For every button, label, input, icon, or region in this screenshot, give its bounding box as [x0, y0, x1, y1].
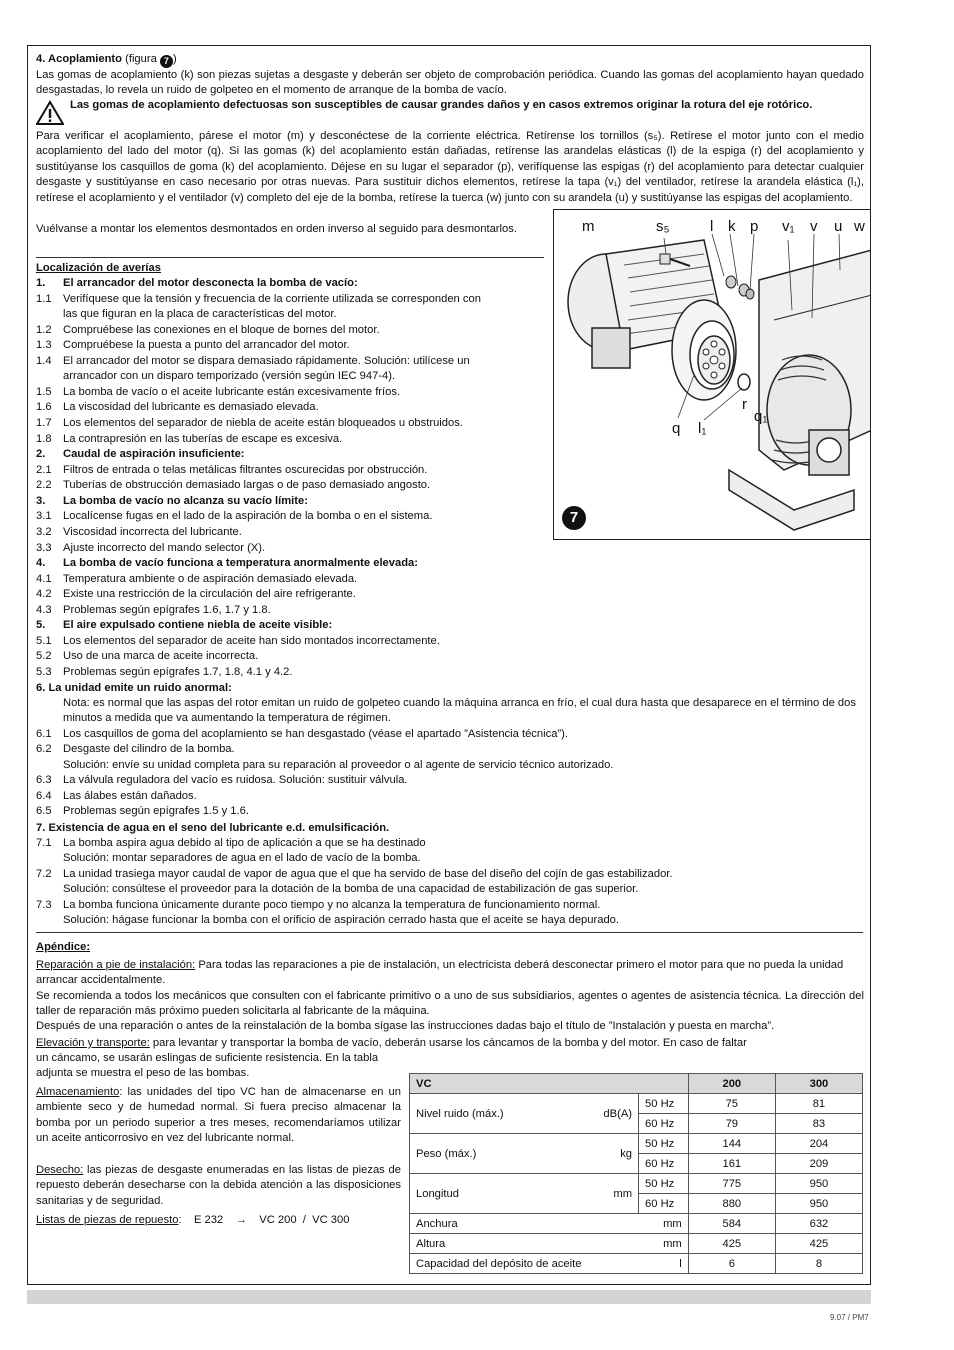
divider: [36, 257, 544, 258]
fault-line: [36, 509, 432, 525]
fault-text: Solución: envíe su unidad completa para su reparación al proveedor o al agente de servicio técnico autorizado.: [63, 758, 614, 771]
fault-line: [36, 851, 421, 867]
fault-number: 1.6: [36, 401, 52, 414]
repair-text: Para todas las reparaciones a pie de instalación, un electricista deberá desconectar primero el motor para que no pueda la unidad arrancar accidentalmente.: [36, 959, 844, 987]
fault-line: [36, 541, 265, 557]
fault-text: La contrapresión en las tuberías de escape es excesiva.: [63, 432, 343, 445]
figure-ref-suffix: ): [172, 53, 177, 65]
row-label: Nivel ruido (máx.): [410, 1094, 588, 1134]
fault-number: 5.: [36, 619, 46, 632]
fault-number: 4.1: [36, 572, 52, 585]
fault-text: Existe una restricción de la circulación del aire refrigerante.: [63, 588, 356, 601]
storage-paragraph: [36, 1085, 401, 1147]
fault-line: [36, 758, 613, 774]
fault-line: [36, 463, 427, 479]
fault-number: 5.3: [36, 666, 52, 678]
table-row: [410, 1254, 863, 1274]
fault-number: 1.8: [36, 432, 52, 445]
fault-line: [36, 447, 245, 463]
fault-line: [36, 603, 271, 619]
figure-7-coupling-diagram: [553, 209, 871, 540]
value-300: 83: [775, 1114, 862, 1134]
fault-text: Desgaste del cilindro de la bomba.: [63, 743, 235, 756]
storage-text: : las unidades del tipo VC han de almacenarse en un ambiente seco y de humedad normal. Si fuera preciso almacenar la bomba por un periodo superior a tres meses, recomendaríamos utilizar un aceite anticorrosivo en vez del lubricante normal.: [36, 1086, 401, 1145]
lifting-paragraph: [36, 1036, 864, 1051]
fault-line: [36, 432, 342, 448]
fault-line: [36, 882, 638, 898]
fault-line: [36, 556, 418, 572]
fig-label-s5: s₅: [656, 218, 670, 235]
fault-text: La válvula reguladora del vacío es ruidosa. Solución: sustituir válvula.: [63, 774, 408, 787]
fault-line: [36, 494, 308, 510]
after-repair-paragraph: Después de una reparación o antes de la reinstalación de la bomba sígase las instrucciones dadas bajo el título de ”Instalación y puesta en marcha”.: [36, 1020, 775, 1032]
fault-number: 6.3: [36, 774, 52, 787]
fault-text: La bomba funciona únicamente durante poco tiempo y no alcanza la temperatura de funcionamiento normal.: [63, 898, 601, 911]
row-frequency: 50 Hz: [639, 1094, 689, 1114]
fault-number: 1.: [36, 277, 46, 289]
pump-exploded-drawing: [554, 210, 871, 540]
fault-line: [36, 789, 197, 805]
fault-number: 7.2: [36, 867, 52, 880]
value-300: 950: [775, 1174, 862, 1194]
value-200: 75: [688, 1094, 775, 1114]
warning-text: Las gomas de acoplamiento defectuosas son susceptibles de causar grandes daños y en casos extremos originar la rotura del eje rotórico.: [70, 99, 813, 111]
fault-text: El arrancador del motor desconecta la bomba de vacío:: [63, 277, 358, 289]
row-unit: l: [587, 1254, 688, 1274]
reassembly-note: Vuélvanse a montar los elementos desmontados en orden inverso al seguido para desmontarlos.: [36, 223, 517, 235]
fault-number: 1.7: [36, 417, 52, 430]
value-200: 880: [688, 1194, 775, 1214]
section-4-heading: [36, 52, 864, 68]
fault-text: Solución: montar separadores de agua en el lado de vacío de la bomba.: [63, 852, 421, 865]
disposal-text: las piezas de desgaste enumeradas en las listas de piezas de repuesto deberán desecharse con la debida atención a las disposiciones sanitarias y de seguridad.: [36, 1164, 401, 1207]
fault-text: El aire expulsado contiene niebla de aceite visible:: [63, 619, 333, 632]
fault-line: [36, 665, 293, 681]
row-label: Peso (máx.): [410, 1134, 588, 1174]
value-300: 204: [775, 1134, 862, 1154]
fault-number: 2.1: [36, 463, 52, 476]
fault-text: La bomba de vacío funciona a temperatura anormalmente elevada:: [63, 557, 419, 570]
fault-text: Localícense fugas en el lado de la aspiración de la bomba o en el sistema.: [63, 510, 433, 523]
table-row: [410, 1174, 863, 1194]
fault-text: Tuberías de obstrucción demasiado largas o de paso demasiado angosto.: [63, 479, 431, 492]
row-label: Capacidad del depósito de aceite: [410, 1254, 588, 1274]
row-frequency: 50 Hz: [639, 1174, 689, 1194]
row-unit: dB(A): [587, 1094, 638, 1134]
row-unit: kg: [587, 1134, 638, 1174]
footer-code: 9.07 / PM7: [830, 1313, 869, 1322]
fault-number: 1.2: [36, 323, 52, 336]
fault-line: [36, 649, 258, 665]
fault-number: 7.3: [36, 898, 52, 911]
fig-label-v: v: [810, 218, 818, 235]
value-200: 775: [688, 1174, 775, 1194]
value-300: 632: [775, 1214, 862, 1234]
fault-text: Solución: consúltese el proveedor para la dotación de la bomba de una capacidad de estabilización de gas superior.: [63, 883, 639, 896]
fault-number: 7.1: [36, 837, 52, 849]
fault-line: [36, 354, 470, 370]
fault-text: Filtros de entrada o telas metálicas filtrantes oscurecidas por obstrucción.: [63, 463, 428, 476]
fault-number: 6.2: [36, 743, 52, 756]
fault-line: [36, 836, 426, 852]
fault-text: Verifíquese que la tensión y frecuencia de la corriente utilizada se corresponden con: [63, 292, 481, 305]
row-frequency: 60 Hz: [639, 1114, 689, 1134]
fault-text: Compruébese las conexiones en el bloque de bornes del motor.: [63, 323, 380, 336]
table-header-200: 200: [688, 1074, 775, 1094]
fault-number: 3.: [36, 494, 46, 507]
fault-number: 1.1: [36, 292, 52, 305]
fault-line: [36, 307, 337, 323]
fault-text: arrancador con un disparo temporizado (versión según IEC 947-4).: [63, 370, 396, 383]
table-header-row: [410, 1074, 863, 1094]
fault-line: [36, 867, 673, 883]
fault-line: [36, 525, 242, 541]
coupling-procedure: Para verificar el acoplamiento, párese el motor (m) y desconéctese de la corriente eléctrica. Retírense los tornillos (s₅). Retírese el motor junto con el medio acoplamiento del lado del motor (q). Si las gomas (k) del acoplamiento están dañadas, retírense las arandelas elásticas (l) de la espiga (r) del acoplamiento y sustitúyanse los casquillos de goma (k) del acoplamiento. Déjese en su lugar el separador (p), verifíquense las espigas (r) del acoplamiento para detectar cualquier desgaste y sustitúyanse en caso necesario por otras nuevas. Para sustituir dichos elementos, retírese la tapa (v₁) del ventilador, retírese la arandela elástica (l₁), retírese el acoplamiento y el ventilador (v) completo del eje de la bomba, retírese la tuerca (w) junto con su arandela (u) y sustitúyanse las espigas del acoplamiento.: [36, 130, 864, 204]
fault-text: La bomba de vacío o el aceite lubricante están excesivamente fríos.: [63, 385, 401, 398]
fault-number: 6.5: [36, 805, 52, 817]
fault-text: Uso de una marca de aceite incorrecta.: [63, 650, 259, 663]
fault-number: 4.2: [36, 588, 52, 601]
fault-text: El arrancador del motor se dispara demasiado rápidamente. Solución: utilícese un: [63, 354, 470, 367]
value-300: 209: [775, 1154, 862, 1174]
value-200: 144: [688, 1134, 775, 1154]
fault-line: [36, 478, 430, 494]
fault-line: [36, 773, 408, 789]
fault-line: [36, 898, 600, 914]
warning-icon: [36, 100, 64, 126]
fault-text: Los elementos del separador de aceite han sido montados incorrectamente.: [63, 634, 440, 647]
mechanics-paragraph: Se recomienda a todos los mecánicos que consulten con el fabricante primitivo o a uno de sus subsidiarios, agentes o agentes de asistencia técnica. La dirección del taller de reparación más próximo pueden solicitarla al fabricante de la máquina.: [36, 990, 864, 1018]
lifting-continued: un cáncamo, se usarán eslingas de suficiente resistencia. En la tabla adjunta se muestra el peso de las bombas.: [36, 1052, 379, 1080]
value-200: 6: [688, 1254, 775, 1274]
fault-text: Ajuste incorrecto del mando selector (X).: [63, 541, 266, 554]
fault-line: [36, 742, 235, 758]
spare-parts-paragraph: [36, 1213, 401, 1228]
row-label: Anchura: [410, 1214, 588, 1234]
value-300: 8: [775, 1254, 862, 1274]
fig-label-q1: q₁: [754, 408, 768, 425]
value-200: 584: [688, 1214, 775, 1234]
fig-label-r: r: [742, 396, 747, 413]
table-row: [410, 1214, 863, 1234]
divider: [36, 932, 863, 933]
fault-text: Los elementos del separador de niebla de aceite están bloqueados u obstruidos.: [63, 417, 463, 430]
fault-number: 2.2: [36, 479, 52, 492]
fault-text: La bomba aspira agua debido al tipo de aplicación a que se ha destinado: [63, 837, 426, 849]
fig-label-l1: l₁: [698, 420, 707, 437]
fault-line: [36, 416, 463, 432]
spare-parts-text: : E 232 → VC 200 / VC 300: [178, 1214, 350, 1226]
row-unit: mm: [587, 1234, 688, 1254]
figure-ref-prefix: (figura: [125, 53, 160, 65]
row-label: Longitud: [410, 1174, 588, 1214]
faults-title: Localización de averías: [36, 262, 161, 274]
fault-line: [36, 913, 619, 929]
table-row: [410, 1134, 863, 1154]
fault-text: las que figuran en la placa de características del motor.: [63, 308, 337, 321]
table-header-300: 300: [775, 1074, 862, 1094]
fault-number: 4.3: [36, 603, 52, 616]
fault-number: 2.: [36, 448, 46, 461]
figure-number-badge: 7: [562, 506, 586, 530]
row-frequency: 60 Hz: [639, 1194, 689, 1214]
row-frequency: 50 Hz: [639, 1134, 689, 1154]
fault-number: 3.3: [36, 541, 52, 554]
value-300: 950: [775, 1194, 862, 1214]
fig-label-w: w: [854, 218, 865, 235]
fault-number: 1.5: [36, 385, 52, 398]
row-unit: mm: [587, 1174, 638, 1214]
storage-heading: Almacenamiento: [36, 1086, 120, 1098]
fault-number: 6.1: [36, 728, 52, 740]
fault-text: La bomba de vacío no alcanza su vacío límite:: [63, 494, 308, 507]
fault-text: Compruébese la puesta a punto del arrancador del motor.: [63, 339, 350, 352]
fault-text: Problemas según epígrafes 1.6, 1.7 y 1.8.: [63, 603, 271, 616]
footer-bar: [27, 1290, 871, 1304]
fault-text: La viscosidad del lubricante es demasiado elevada.: [63, 401, 319, 414]
row-unit: mm: [587, 1214, 688, 1234]
specifications-table: [409, 1073, 863, 1274]
repair-paragraph: [36, 958, 864, 989]
fig-label-v1: v₁: [782, 218, 795, 235]
lifting-text: para levantar y transportar la bomba de vacío, deberán usarse los cáncamos de la bomba y del motor. En caso de faltar: [149, 1037, 747, 1049]
fig-label-l: l: [710, 218, 714, 235]
fault-line: [36, 618, 332, 634]
table-header-vc: VC: [410, 1074, 689, 1094]
lifting-heading: Elevación y transporte:: [36, 1037, 150, 1049]
fault-line: [36, 804, 249, 820]
row-label: Altura: [410, 1234, 588, 1254]
fault-number: 3.1: [36, 510, 52, 523]
fault-line: [36, 323, 380, 339]
fault-number: 5.1: [36, 634, 52, 647]
fault-6-note: Nota: es normal que las aspas del rotor emitan un ruido de golpeteo cuando la máquina arranca en frío, el cual dura hasta que desaparece en el término de dos minutos a medida que va aumentando la temperatura de régimen.: [63, 697, 856, 725]
fig-label-p: p: [750, 218, 759, 235]
disposal-paragraph: [36, 1163, 401, 1209]
table-row: [410, 1234, 863, 1254]
spare-parts-heading: Listas de piezas de repuesto: [36, 1214, 179, 1226]
fault-text: Problemas según epígrafes 1.5 y 1.6.: [63, 805, 249, 817]
fault-line: [36, 634, 440, 650]
fault-line: [36, 385, 400, 401]
fault-number: 1.3: [36, 339, 52, 352]
fault-text: Temperatura ambiente o de aspiración demasiado elevada.: [63, 572, 358, 585]
fault-text: Viscosidad incorrecta del lubricante.: [63, 525, 242, 538]
fault-line: [36, 369, 395, 385]
fault-number: 4.: [36, 557, 46, 570]
value-300: 81: [775, 1094, 862, 1114]
fig-label-m: m: [582, 218, 595, 235]
value-200: 79: [688, 1114, 775, 1134]
disposal-heading: Desecho:: [36, 1164, 84, 1176]
section-4-title: 4. Acoplamiento: [36, 53, 122, 65]
row-frequency: 60 Hz: [639, 1154, 689, 1174]
fault-line: [36, 727, 568, 743]
fault-line: [36, 572, 357, 588]
figure-ref-badge: 7: [160, 55, 173, 68]
fault-text: Caudal de aspiración insuficiente:: [63, 448, 245, 461]
fault-line: [36, 587, 356, 603]
value-300: 425: [775, 1234, 862, 1254]
fault-7-title: 7. Existencia de agua en el seno del lubricante e.d. emulsificación.: [36, 822, 390, 834]
repair-heading: Reparación a pie de instalación:: [36, 959, 196, 971]
coupling-intro: Las gomas de acoplamiento (k) son piezas sujetas a desgaste y deberán ser objeto de comprobación periódica. Cuando las gomas del acoplamiento hayan quedado desgastadas, lo revela un ruido de golpeteo en el momento de arranque de la bomba de vacío.: [36, 69, 864, 97]
fault-text: Solución: hágase funcionar la bomba con el orificio de aspiración cerrado hasta que el aceite se haya depurado.: [63, 914, 620, 926]
fig-label-k: k: [728, 218, 736, 235]
table-row: [410, 1094, 863, 1114]
fault-text: La unidad trasiega mayor caudal de vapor de agua que el que ha servido de base del diseño del cojín de gas estabilizador.: [63, 867, 673, 880]
fault-line: [36, 276, 358, 292]
fig-label-q: q: [672, 420, 681, 437]
fault-text: Las álabes están dañados.: [63, 789, 197, 802]
fault-number: 6.4: [36, 789, 52, 802]
fault-number: 5.2: [36, 650, 52, 663]
fault-line: [36, 400, 319, 416]
value-200: 161: [688, 1154, 775, 1174]
fault-text: Los casquillos de goma del acoplamiento se han desgastado (véase el apartado ”Asistencia técnica”).: [63, 728, 568, 740]
value-200: 425: [688, 1234, 775, 1254]
fault-line: [36, 338, 350, 354]
fault-6-title: 6. La unidad emite un ruido anormal:: [36, 682, 232, 694]
fault-line: [36, 292, 481, 308]
fault-number: 1.4: [36, 354, 52, 367]
fault-number: 3.2: [36, 525, 52, 538]
appendix-title: Apéndice:: [36, 941, 91, 953]
fault-text: Problemas según epígrafes 1.7, 1.8, 4.1 y 4.2.: [63, 666, 293, 678]
fig-label-u: u: [834, 218, 843, 235]
